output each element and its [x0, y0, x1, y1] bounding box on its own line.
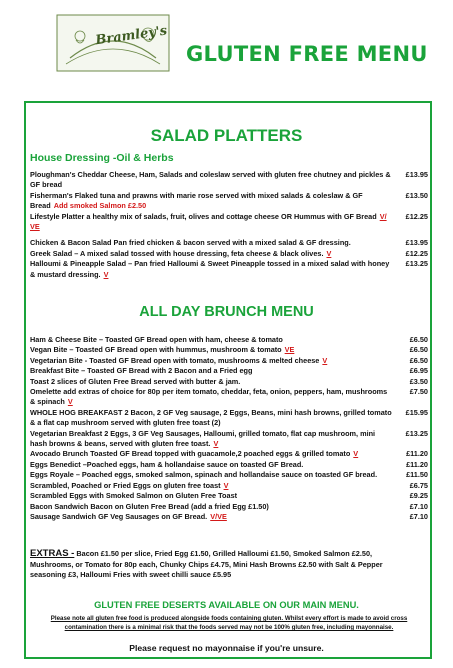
dietary-tag: V/ VE [30, 211, 387, 232]
menu-item [30, 429, 432, 450]
item-name: Eggs Royale – Poached eggs, smoked salmon, spinach and hollandaise sauce on toasted GF bread. [30, 470, 378, 480]
item-name: Bacon Sandwich Bacon on Gluten Free Bread (add a fried Egg £1.50) [30, 501, 269, 511]
item-price: £6.75 [409, 480, 428, 490]
bramleys-logo [56, 14, 170, 72]
item-name: Fisherman's Flaked tuna and prawns with marie rose served with mixed salads & coleslaw & GF Bread [30, 190, 363, 211]
brunch-heading: ALL DAY BRUNCH MENU [139, 304, 314, 320]
allergen-note: Please note all gluten free food is produced alongside foods containing gluten. Whilst every effort is made to avoid cross contamination there is a minimal risk that the foods served may not be 100% gluten free, including mayonnaise. [50, 615, 408, 632]
item-name: WHOLE HOG BREAKFAST 2 Bacon, 2 GF Veg sausage, 2 Eggs, Beans, mini hash browns, grilled tomato & a flat cap mushroom served with gluten free toast (2) [30, 407, 392, 428]
menu-item [30, 238, 432, 248]
item-name: Vegan Bite – Toasted GF Bread open with hummus, mushroom & tomato [30, 345, 282, 355]
menu-item [30, 345, 432, 355]
item-name: Ham & Cheese Bite – Toasted GF Bread open with ham, cheese & tomato [30, 335, 283, 344]
menu-item [30, 512, 432, 522]
item-name: Greek Salad – A mixed salad tossed with house dressing, feta cheese & black olives. [30, 248, 324, 258]
item-name: Scrambled Eggs with Smoked Salmon on Gluten Free Toast [30, 491, 238, 501]
dietary-tag: V [223, 480, 229, 490]
item-name: Avocado Brunch Toasted GF Bread topped with guacamole,2 poached eggs & grilled tomato [30, 449, 351, 459]
item-name: Vegetarian Bite - Toasted GF Bread open with tomato, mushrooms & melted cheese [30, 355, 320, 365]
menu-item [30, 387, 432, 408]
item-price: £15.95 [405, 407, 428, 417]
item-name: Chicken & Bacon Salad Pan fried chicken & bacon served with a mixed salad & GF dressing. [30, 238, 351, 248]
dietary-tag: V [213, 439, 219, 449]
menu-item [30, 377, 432, 387]
item-name: Halloumi & Pineapple Salad – Pan fried Halloumi & Sweet Pineapple tossed in a mixed salad with honey & mustard dressing. [30, 259, 390, 279]
item-price: £9.25 [409, 491, 428, 501]
menu-item [30, 366, 432, 376]
menu-item [30, 491, 432, 501]
item-name: Scrambled, Poached or Fried Eggs on gluten free toast [30, 480, 221, 490]
dietary-tag: V/VE [210, 511, 227, 521]
page-title: GLUTEN FREE MENU [186, 42, 428, 66]
menu-item [30, 460, 432, 470]
dietary-tag: V [353, 449, 359, 459]
mayonnaise-request: Please request no mayonnaise if you're unsure. [129, 643, 324, 653]
svg-text:Bramley's: Bramley's [94, 23, 169, 49]
item-price: £7.50 [409, 387, 428, 397]
item-price: £11.20 [406, 459, 428, 469]
extras-block [30, 549, 400, 581]
item-price: £3.50 [409, 376, 428, 386]
deserts-notice: GLUTEN FREE DESERTS AVAILABLE ON OUR MAIN MENU. [94, 600, 359, 610]
menu-item [30, 335, 432, 345]
item-price: £6.50 [409, 335, 428, 344]
item-price: £7.10 [409, 501, 428, 511]
item-name: Lifestyle Platter a healthy mix of salads, fruit, olives and cottage cheese OR Hummus with GF Bread [30, 211, 377, 221]
item-price: £13.95 [405, 170, 428, 179]
item-price: £12.25 [405, 211, 428, 221]
menu-item [30, 249, 432, 259]
item-price: £13.25 [405, 428, 428, 438]
menu-item [30, 502, 432, 512]
menu-item [30, 191, 432, 212]
salad-list [30, 170, 432, 280]
menu-item [30, 481, 432, 491]
salad-subheading: House Dressing -Oil & Herbs [30, 152, 174, 164]
menu-item [30, 170, 432, 191]
item-price: £11.50 [406, 470, 428, 480]
dietary-tag: V [322, 355, 328, 365]
item-price: £6.50 [409, 355, 428, 365]
menu-item [30, 408, 432, 429]
item-name: Toast 2 slices of Gluten Free Bread served with butter & jam. [30, 376, 241, 386]
dietary-tag: V [103, 269, 109, 279]
menu-item [30, 356, 432, 366]
item-price: £6.95 [409, 366, 428, 376]
menu-item [30, 212, 432, 233]
item-price: £12.25 [405, 248, 428, 258]
item-name: Vegetarian Breakfast 2 Eggs, 3 GF Veg Sausages, Halloumi, grilled tomato, flat cap mushroom, mini hash browns & beans, served with gluten free toast. [30, 428, 376, 449]
item-name: Sausage Sandwich GF Veg Sausages on GF Bread. [30, 511, 208, 521]
menu-item [30, 259, 432, 280]
item-name: Eggs Benedict –Poached eggs, ham & hollandaise sauce on toasted GF Bread. [30, 459, 304, 469]
dietary-tag: V [67, 397, 73, 407]
item-price: £13.25 [405, 259, 428, 269]
menu-item [30, 470, 432, 480]
extras-text: Bacon £1.50 per slice, Fried Egg £1.50, Grilled Halloumi £1.50, Smoked Salmon £2.50, Mushrooms, or Tomato for 80p each, Chunky Chips £4.75, Mini Hash Browns £2.50 with Salt & Pepper seasoning £3, Halloumi Fries with sweet chilli sauce £5.95 [30, 549, 383, 580]
extras-label: EXTRAS - [30, 548, 75, 559]
brunch-list [30, 335, 432, 522]
item-price: £13.95 [405, 238, 428, 248]
item-price: £11.20 [406, 449, 428, 459]
item-price: £7.10 [409, 511, 428, 521]
salad-heading: SALAD PLATTERS [150, 126, 303, 145]
item-price: £6.50 [409, 345, 428, 355]
item-name: Breakfast Bite – Toasted GF Bread with 2 Bacon and a Fried egg [30, 366, 253, 376]
item-addon-note: Add smoked Salmon £2.50 [53, 201, 147, 211]
item-name: Ploughman's Cheddar Cheese, Ham, Salads and coleslaw served with gluten free chutney and pickles & GF bread [30, 170, 391, 190]
dietary-tag: VE [284, 345, 295, 355]
menu-item [30, 449, 432, 459]
item-name: Omelette add extras of choice for 80p per item tomato, cheddar, feta, onion, peppers, ham, mushrooms & spinach [30, 387, 388, 407]
dietary-tag: V [326, 248, 332, 258]
item-price: £13.50 [405, 190, 428, 200]
